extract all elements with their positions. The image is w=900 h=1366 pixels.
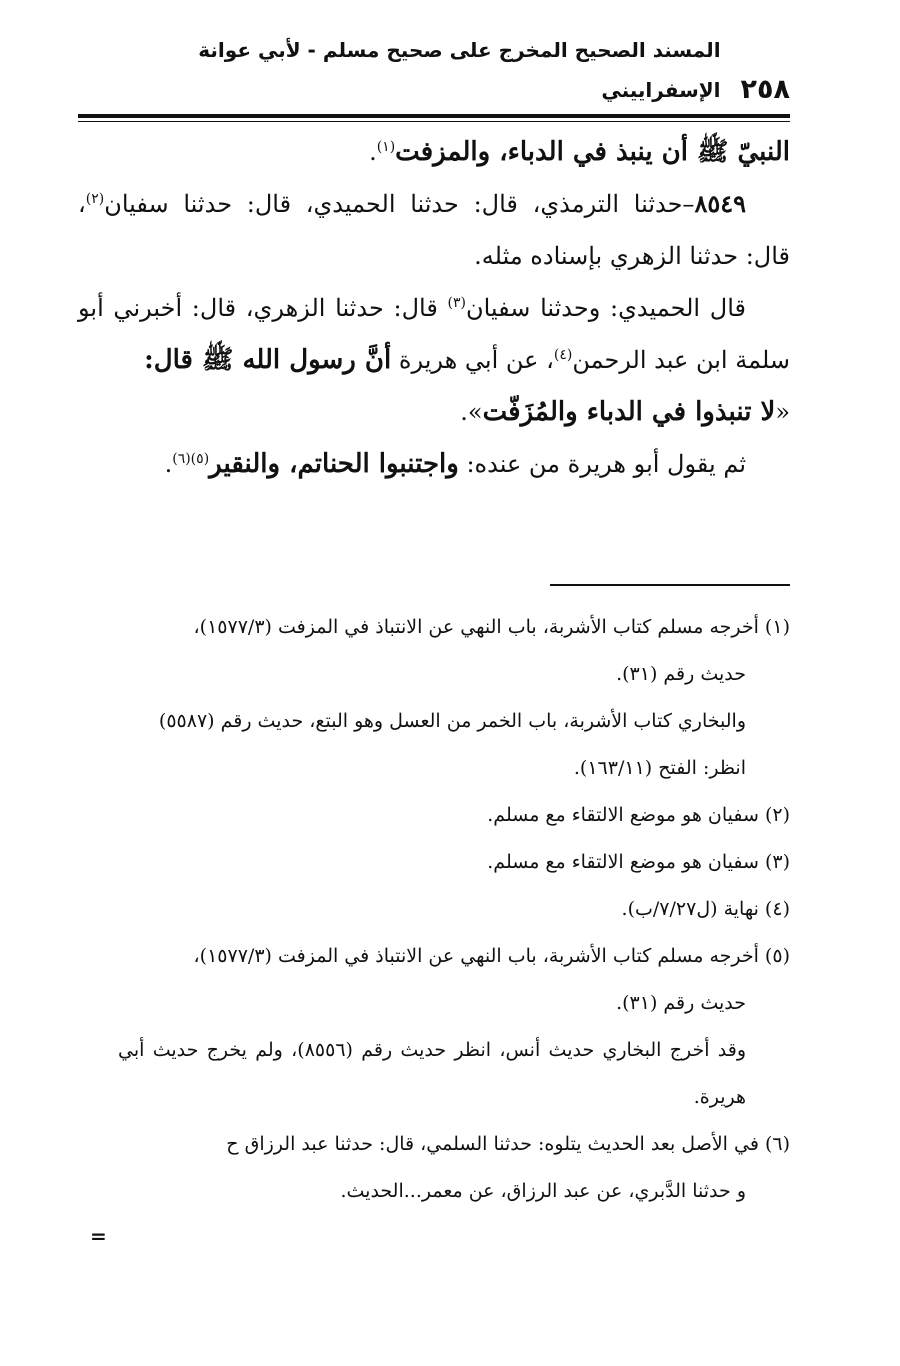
footnote-1-continuation: حديث رقم (٣١). (616, 663, 746, 685)
isnad-text: قال الحميدي: وحدثنا سفيان (465, 294, 746, 322)
footnote-separator (550, 584, 790, 586)
isnad-text-end: ، قال: حدثنا الزهري بإسناده مثله. (78, 190, 790, 270)
hadith-text-bold: النبيّ ﷺ أن ينبذ في الدباء، والمزفت (395, 137, 790, 167)
footnote-5: (٥) أخرجه مسلم كتاب الأشربة، باب النهي عن الانتباذ في المزفت (١٥٧٧/٣)، (193, 945, 790, 967)
footnote-1-fath: انظر: الفتح (١٦٣/١١). (573, 757, 746, 779)
quote-open: « (775, 398, 790, 426)
footnote-ref-4: (٤) (553, 347, 573, 363)
running-title: المسند الصحيح المخرج على صحيح مسلم - لأبي عوانة الإسفراييني (198, 38, 721, 102)
commentary-bold: واجتنبوا الحناتم، والنقير (209, 449, 459, 479)
hadith-matn-bold: لا تنبذوا في الدباء والمُزَفّت (482, 397, 776, 427)
footnote-3: (٣) سفيان هو موضع الالتقاء مع مسلم. (487, 851, 790, 873)
footnote-5-bukhari: وقد أخرج البخاري حديث أنس، انظر حديث رقم (٨٥٥٦)، ولم يخرج حديث أبي هريرة. (118, 1039, 746, 1108)
page-header (78, 38, 790, 110)
hadith-number: ٨٥٤٩ (694, 189, 746, 218)
footnote-ref-5-6: (٥)(٦) (172, 451, 210, 467)
footnote-6: (٦) في الأصل بعد الحديث يتلوه: حدثنا السلمي، قال: حدثنا عبد الرزاق ح (226, 1133, 790, 1155)
paragraph-end: . (369, 138, 377, 166)
paragraph-3 (78, 282, 790, 438)
main-text (78, 126, 790, 490)
footnote-1: (١) أخرجه مسلم كتاب الأشربة، باب النهي عن الانتباذ في المزفت (١٥٧٧/٣)، (193, 616, 790, 638)
footnotes (78, 604, 790, 1215)
footnote-6-continuation: و حدثنا الدَّبري، عن عبد الرزاق، عن معمر...الحديث. (340, 1180, 746, 1202)
isnad-text-middle: قال: حدثنا الزهري، قال: أخبرني أبو سلمة ابن عبد الرحمن (78, 294, 790, 374)
hadith-intro-bold: أنَّ رسول الله ﷺ قال: (144, 345, 392, 375)
footnote-1-bukhari: والبخاري كتاب الأشربة، باب الخمر من العسل وهو البتع، حديث رقم (٥٥٨٧) (158, 710, 746, 732)
quote-close: ». (460, 398, 483, 426)
footnote-ref-2: (٢) (85, 191, 105, 207)
footnote-4: (٤) نهاية (ل٧/٢٧/ب). (621, 898, 790, 920)
isnad-text: –حدثنا الترمذي، قال: حدثنا الحميدي، قال: حدثنا سفيان (104, 190, 695, 218)
footnote-2: (٢) سفيان هو موضع الالتقاء مع مسلم. (487, 804, 790, 826)
paragraph-4 (78, 438, 790, 490)
paragraph-2 (78, 178, 790, 282)
footnote-ref-3: (٣) (447, 295, 466, 311)
paragraph-1 (78, 126, 790, 178)
footnote-5-continuation: حديث رقم (٣١). (616, 992, 746, 1014)
page-continuation-marker: = (90, 1224, 107, 1248)
header-rule-thick (78, 114, 790, 118)
isnad-text-end: ، عن أبي هريرة (391, 346, 554, 374)
page-number: ٢٥٨ (740, 74, 790, 105)
paragraph-end: . (164, 450, 173, 478)
header-rule-thin (78, 121, 790, 122)
footnote-ref-1: (١) (376, 139, 396, 155)
commentary-text: ثم يقول أبو هريرة من عنده: (458, 450, 746, 478)
